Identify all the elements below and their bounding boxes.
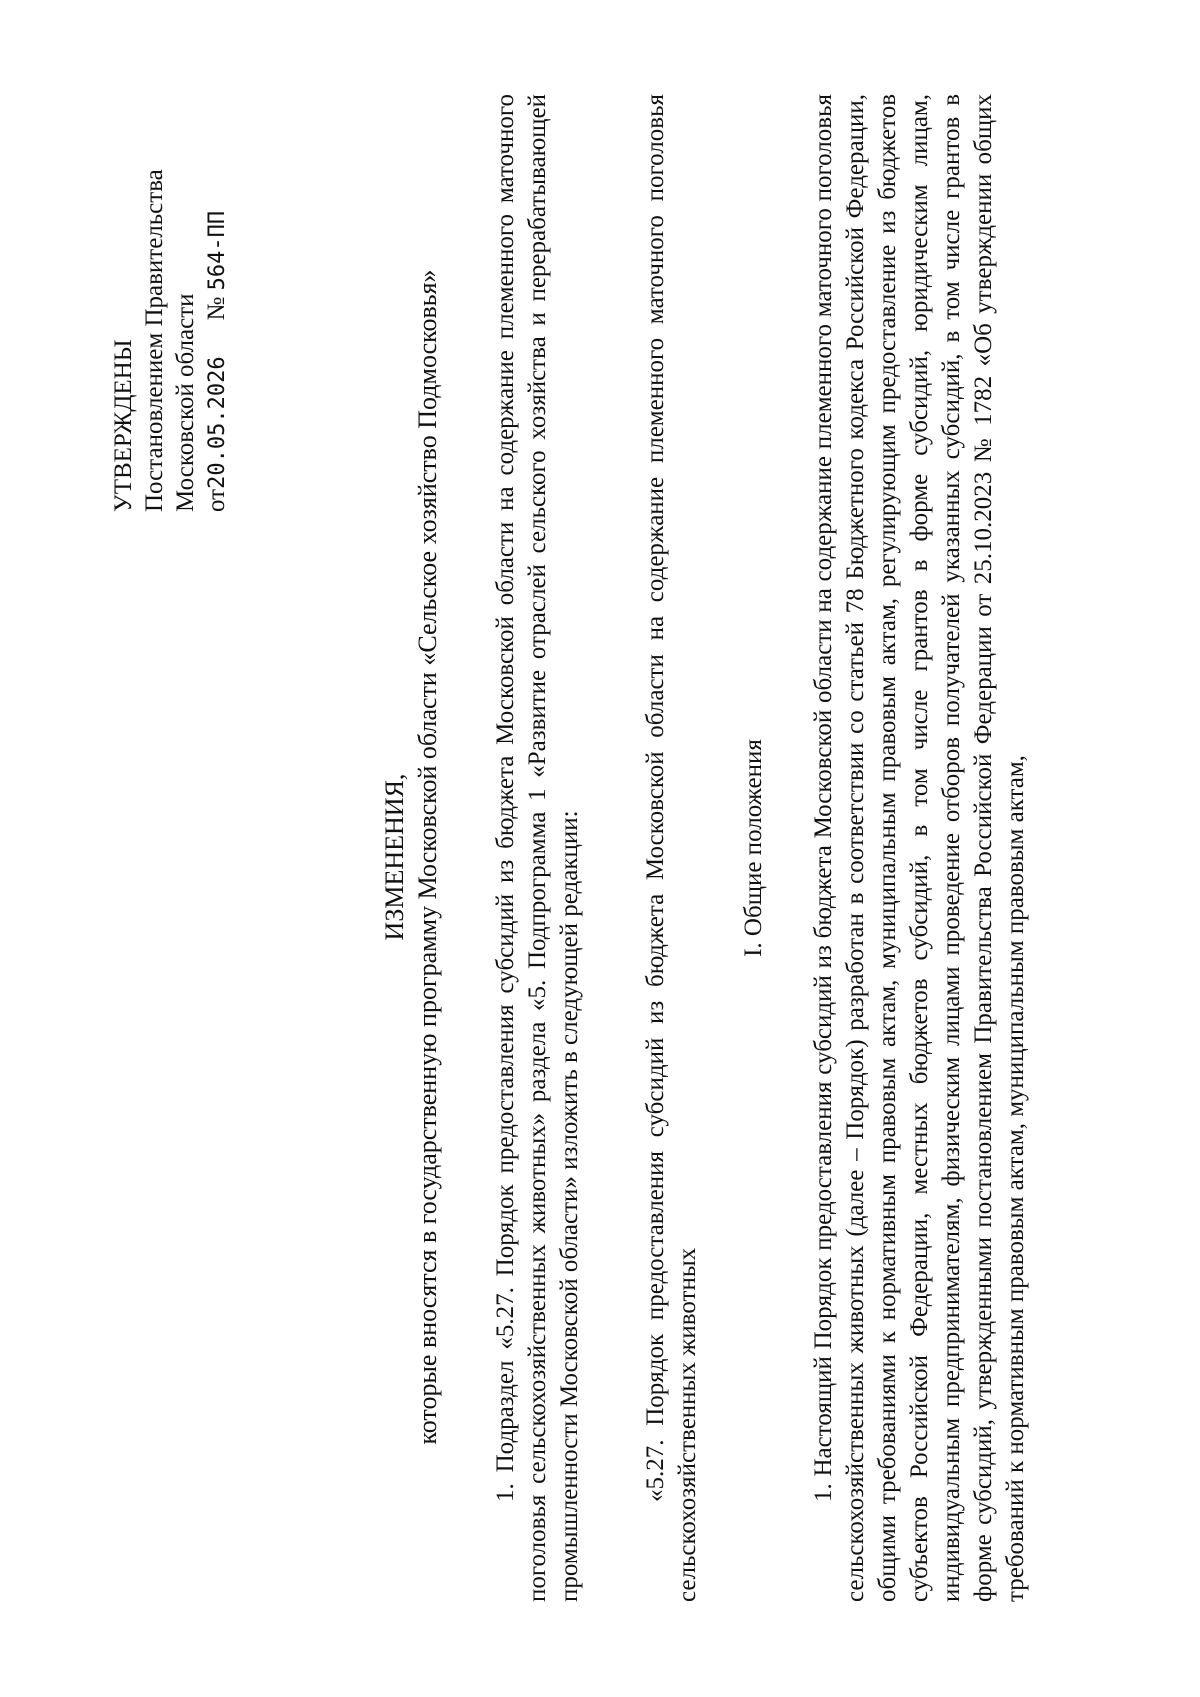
paragraph-3: 1. Настоящий Порядок предоставления субсидий из бюджета Московской области на содержание племенного маточного поголовья сельскохозяйственных животных (далее – Порядок) разработан в соответствии со статьей 78 Бюджетного кодекса Российской Федерации, общими требованиями к нормативным правовым актам, муниципальным правовым актам, регулирующим предоставление из бюджетов субъектов Российской Федерации, местных бюджетов субсидий, в том числе грантов в форме субсидий, юридическим лицам, индивидуальным предпринимателям, физическим лицами проведение отборов получателей указанных субсидий, в том числе грантов в форме субсидий, утвержденными постановлением Правительства Российской Федерации от 25.10.2023 № 1782 «Об утверждении общих требований к нормативным правовым актам, муниципальным правовым актам,: [810, 94, 1029, 1602]
number-prefix: №: [203, 296, 230, 321]
approval-stamp: [108, 32, 233, 512]
approval-region: Московской области: [172, 293, 199, 512]
approval-title: УТВЕРЖДЕНЫ: [110, 339, 137, 512]
approval-number: 564-ПП: [205, 210, 230, 291]
paragraph-2: «5.27. Порядок предоставления субсидий из бюджета Московской области на содержание племенного маточного поголовья сельскохозяйственных животных: [642, 94, 701, 1602]
approval-authority: Постановлением Правительства: [141, 169, 168, 512]
approval-date-line: [201, 32, 233, 512]
paragraph-1: 1. Подраздел «5.27. Порядок предоставления субсидий из бюджета Московской области на содержание племенного маточного поголовья сельскохозяйственных животных» раздела «5. Подпрограмма 1 «Развитие отраслей сельского хозяйства и перерабатывающей промышленности Московской области» изложить в следующей редакции:: [492, 94, 583, 1602]
approval-date: 20.05.2026: [205, 356, 230, 489]
document-title: [378, 157, 444, 1557]
title-heading: ИЗМЕНЕНИЯ,: [380, 773, 409, 941]
date-prefix: от: [203, 488, 230, 512]
section-heading: I. Общие положения: [740, 739, 767, 957]
title-subheading: которые вносятся в государственную программу Московской области «Сельское хозяйство Подмосковья»: [413, 269, 442, 1445]
